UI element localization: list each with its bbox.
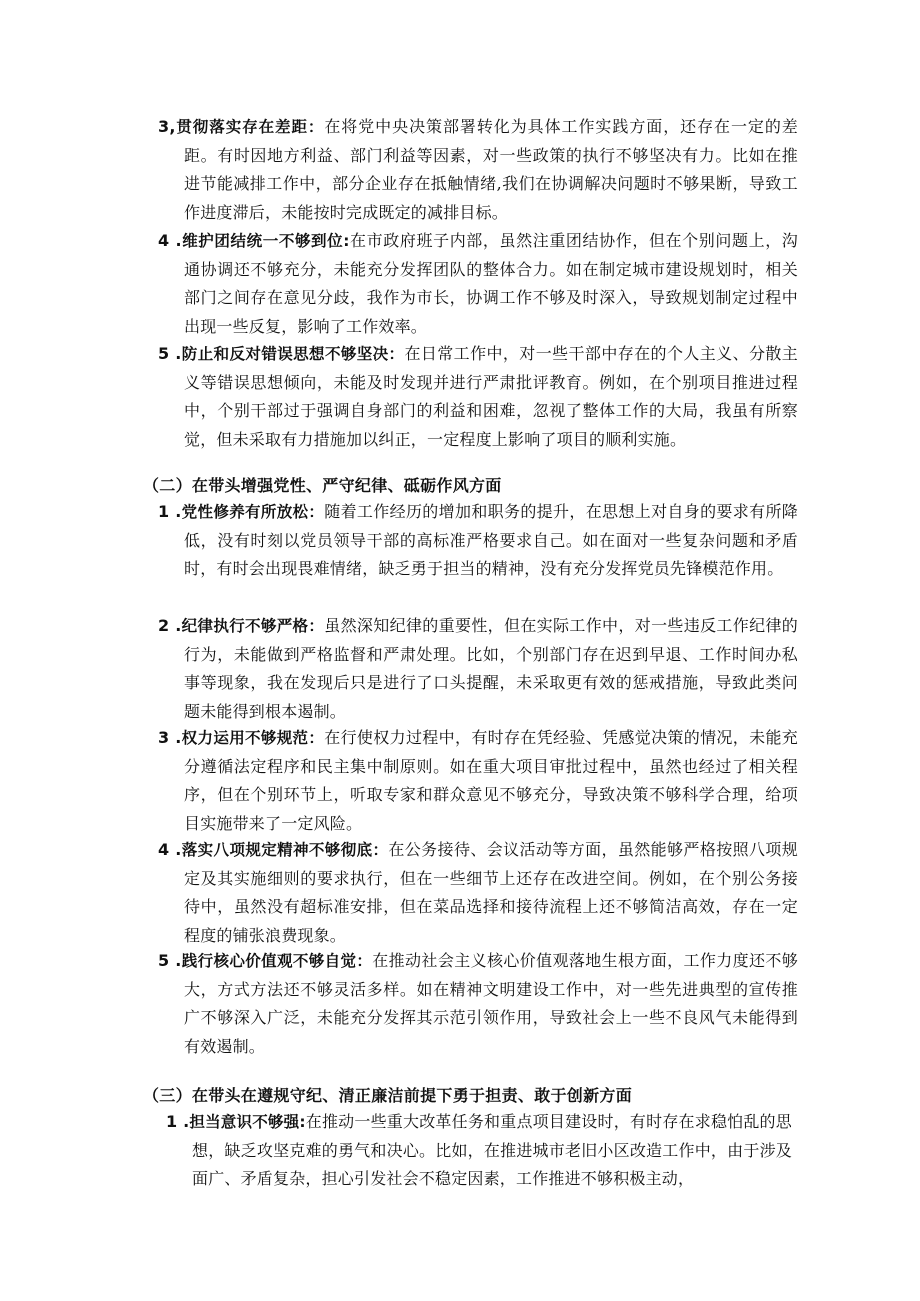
item-label: 维护团结统一不够到位: (181, 232, 350, 250)
list-item (158, 836, 798, 950)
item-label: 纪律执行不够严格： (181, 617, 325, 635)
item-label: 防止和反对错误思想不够坚决： (181, 345, 405, 363)
list-item (166, 1108, 792, 1194)
item-number: 2 . (158, 616, 182, 635)
item-number: 3 . (158, 728, 182, 747)
item-number: 1 . (166, 1112, 190, 1131)
list-item (158, 612, 798, 726)
item-number: 5 . (158, 344, 182, 363)
item-label: 落实八项规定精神不够彻底： (181, 841, 389, 859)
item-body: 在推动社会主义核心价值观落地生根方面，工作力度还不够大，方式方法还不够灵活多样。如在精神文明建设工作中，对一些先进典型的宣传推广不够深入广泛，未能充分发挥其示范引领作用，导致社会上一些不良风气未能得到有效遏制。 (184, 951, 798, 1056)
item-body: 在公务接待、会议活动等方面，虽然能够严格按照八项规定及其实施细则的要求执行，但在一些细节上还存在改进空间。例如，在个别公务接待中，虽然没有超标准安排，但在菜品选择和接待流程上还不够简洁高效，存在一定程度的铺张浪费现象。 (184, 840, 798, 945)
item-body: 虽然深知纪律的重要性，但在实际工作中，对一些违反工作纪律的行为，未能做到严格监督和严肃处理。比如，个别部门存在迟到早退、工作时间办私事等现象，我在发现后只是进行了口头提醒，未采取更有效的惩戒措施，导致此类问题未能得到根本遏制。 (184, 616, 798, 721)
list-item (158, 498, 798, 584)
item-body: 在市政府班子内部，虽然注重团结协作，但在个别问题上，沟通协调还不够充分，未能充分发挥团队的整体合力。如在制定城市建设规划时，相关部门之间存在意见分歧，我作为市长，协调工作不够及时深入，导致规划制定过程中出现一些反复，影响了工作效率。 (184, 231, 798, 336)
section-heading: （三）在带头在遵规守纪、清正廉洁前提下勇于担责、敢于创新方面 (143, 1086, 633, 1105)
list-item (158, 724, 798, 838)
list-item (158, 227, 798, 341)
item-body: 在行使权力过程中，有时存在凭经验、凭感觉决策的情况，未能充分遵循法定程序和民主集中制原则。如在重大项目审批过程中，虽然也经过了相关程序，但在个别环节上，听取专家和群众意见不够充分，导致决策不够科学合理，给项目实施带来了一定风险。 (184, 728, 798, 833)
item-number: 5 . (158, 951, 182, 970)
item-number: 3, (158, 117, 176, 136)
item-body: 随着工作经历的增加和职务的提升，在思想上对自身的要求有所降低，没有时刻以党员领导干部的高标准严格要求自己。如在面对一些复杂问题和矛盾时，有时会出现畏难情绪，缺乏勇于担当的精神，没有充分发挥党员先锋模范作用。 (184, 502, 798, 578)
item-body: 在日常工作中，对一些干部中存在的个人主义、分散主义等错误思想倾向，未能及时发现并进行严肃批评教育。例如，在个别项目推进过程中，个别干部过于强调自身部门的利益和困难，忽视了整体工作的大局，我虽有所察觉，但未采取有力措施加以纠正，一定程度上影响了项目的顺利实施。 (184, 344, 798, 449)
item-label: 贯彻落实存在差距： (175, 118, 325, 136)
item-label: 担当意识不够强: (189, 1113, 306, 1131)
item-body: 在将党中央决策部署转化为具体工作实践方面，还存在一定的差距。有时因地方利益、部门利益等因素，对一些政策的执行不够坚决有力。比如在推进节能减排工作中，部分企业存在抵触情绪,我们在协调解决问题时不够果断，导致工作进度滞后，未能按时完成既定的减排目标。 (184, 117, 798, 222)
item-number: 4 . (158, 840, 182, 859)
item-number: 4 . (158, 231, 182, 250)
item-body: 在推动一些重大改革任务和重点项目建设时，有时存在求稳怕乱的思想，缺乏攻坚克难的勇气和决心。比如，在推进城市老旧小区改造工作中，由于涉及面广、矛盾复杂，担心引发社会不稳定因素，工作推进不够积极主动， (192, 1112, 792, 1188)
item-label: 权力运用不够规范： (181, 729, 325, 747)
item-label: 践行核心价值观不够自觉： (181, 952, 373, 970)
list-item (158, 113, 798, 227)
item-label: 党性修养有所放松： (181, 503, 325, 521)
list-item (158, 947, 798, 1061)
item-number: 1 . (158, 502, 182, 521)
list-item (158, 340, 798, 454)
section-heading: （二）在带头增强党性、严守纪律、砥砺作风方面 (143, 476, 502, 495)
